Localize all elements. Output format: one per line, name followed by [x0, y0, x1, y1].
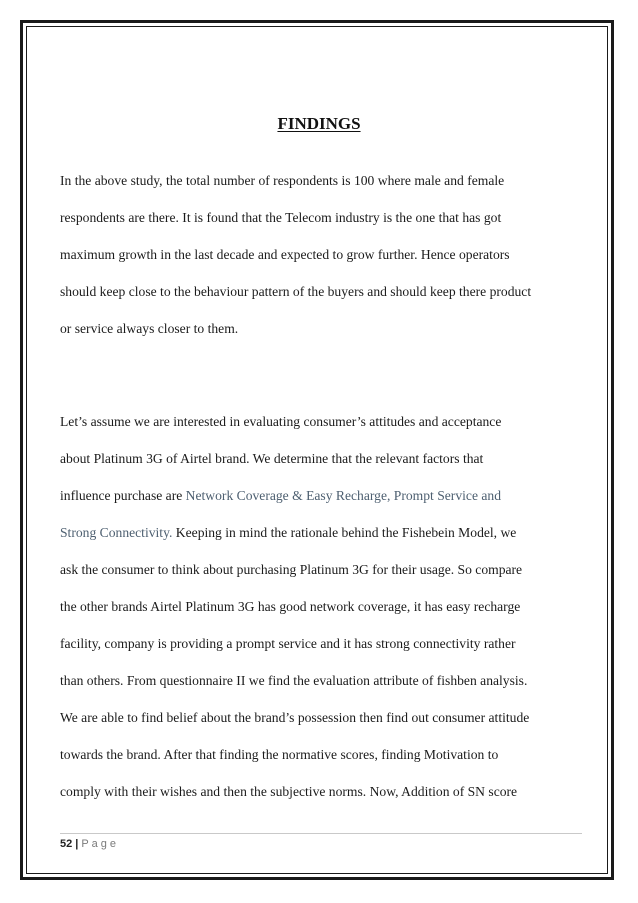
page-label: Page: [81, 838, 120, 850]
paragraph-line: facility, company is providing a prompt service and it has strong connectivity rather: [60, 636, 516, 651]
paragraph-line: ask the consumer to think about purchasing Platinum 3G for their usage. So compare: [60, 562, 523, 577]
line-text: influence purchase are: [60, 488, 186, 503]
line-text: Keeping in mind the rationale behind the Fishebein Model, we: [172, 525, 517, 540]
paragraph-line: Let’s assume we are interested in evaluating consumer’s attitudes and acceptance: [60, 414, 502, 429]
paragraph-line: towards the brand. After that finding the normative scores, finding Motivation to: [60, 747, 499, 762]
paragraph-line: about Platinum 3G of Airtel brand. We determine that the relevant factors that: [60, 451, 484, 466]
paragraph-line: the other brands Airtel Platinum 3G has good network coverage, it has easy recharge: [60, 599, 521, 614]
footer-divider: [60, 833, 582, 834]
paragraph-line: [60, 477, 590, 514]
paragraph-line: respondents are there. It is found that the Telecom industry is the one that has got: [60, 210, 502, 225]
paragraph-line: We are able to find belief about the brand’s possession then find out consumer attitude: [60, 710, 530, 725]
paragraph-fishbein-model: [60, 403, 590, 810]
paragraph-line: [60, 514, 590, 551]
paragraph-line: or service always closer to them.: [60, 321, 239, 336]
footer-separator: |: [75, 838, 79, 850]
paragraph-line: maximum growth in the last decade and expected to grow further. Hence operators: [60, 247, 510, 262]
paragraph-respondents: [60, 162, 590, 347]
highlighted-factors: Strong Connectivity.: [60, 525, 173, 540]
paragraph-line: should keep close to the behaviour pattern of the buyers and should keep there product: [60, 284, 532, 299]
highlighted-factors: Network Coverage & Easy Recharge, Prompt Service and: [185, 488, 502, 503]
paragraph-line: than others. From questionnaire II we find the evaluation attribute of fishben analysis.: [60, 673, 528, 688]
page-footer: [60, 838, 119, 850]
paragraph-line: comply with their wishes and then the subjective norms. Now, Addition of SN score: [60, 784, 518, 799]
page-number: 52: [60, 838, 73, 850]
page-title-text: FINDINGS: [277, 114, 361, 133]
page-title: [0, 114, 638, 134]
paragraph-line: In the above study, the total number of respondents is 100 where male and female: [60, 173, 505, 188]
